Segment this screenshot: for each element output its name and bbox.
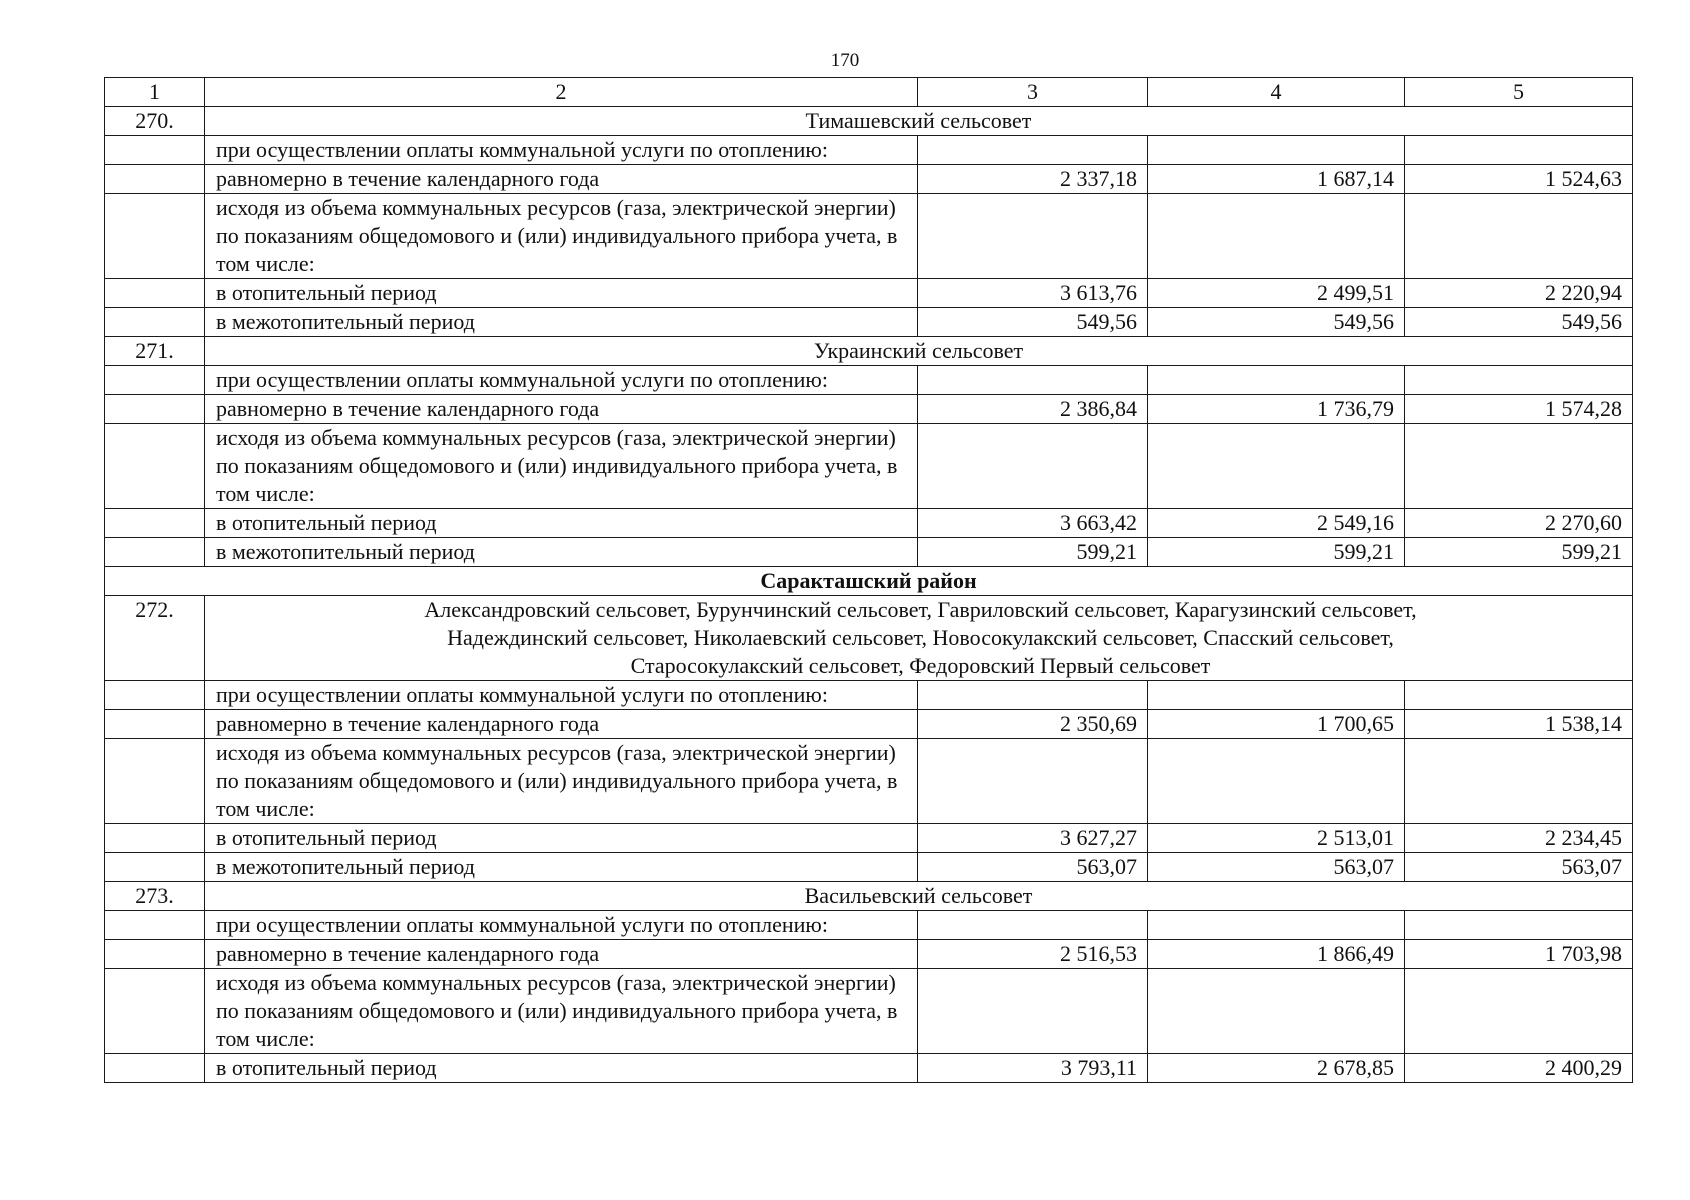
settlement-names (205, 596, 1633, 681)
page-number: 170 (830, 50, 860, 71)
by-meter-label: исходя из объема коммунальных ресурсов (газа, электрической энергии) по показаниям общедомового и (или) индивидуального прибора учета, в том числе: (205, 424, 918, 509)
header-cell-1: 1 (105, 78, 205, 107)
value-cell: 3 793,11 (918, 1054, 1148, 1083)
table-row (105, 911, 1633, 940)
value-cell: 2 549,16 (1148, 509, 1405, 538)
header-cell-5: 5 (1405, 78, 1633, 107)
value-cell: 2 220,94 (1405, 279, 1633, 308)
settlement-name: Васильевский сельсовет (205, 882, 1633, 911)
value-cell: 563,07 (918, 853, 1148, 882)
uniform-label: равномерно в течение календарного года (205, 165, 918, 194)
header-row (105, 78, 1633, 107)
value-cell: 2 499,51 (1148, 279, 1405, 308)
district-name: Саракташский район (105, 567, 1633, 596)
value-cell: 2 513,01 (1148, 824, 1405, 853)
table-row (105, 710, 1633, 739)
section-title-row (105, 107, 1633, 136)
value-cell: 1 574,28 (1405, 395, 1633, 424)
value-cell: 1 700,65 (1148, 710, 1405, 739)
row-index: 272. (105, 596, 205, 681)
header-cell-4: 4 (1148, 78, 1405, 107)
table-row (105, 1054, 1633, 1083)
value-cell: 1 703,98 (1405, 940, 1633, 969)
table-row (105, 853, 1633, 882)
settlement-names-line: Старосокулакский сельсовет, Федоровский Первый сельсовет (630, 653, 1211, 678)
settlement-name: Украинский сельсовет (205, 337, 1633, 366)
off-season-label: в межотопительный период (205, 308, 918, 337)
table-row (105, 509, 1633, 538)
tariff-table (104, 77, 1633, 1083)
value-cell: 563,07 (1405, 853, 1633, 882)
table-row (105, 824, 1633, 853)
table-row (105, 165, 1633, 194)
heating-period-label: в отопительный период (205, 279, 918, 308)
table-row (105, 136, 1633, 165)
table-row (105, 366, 1633, 395)
value-cell: 1 538,14 (1405, 710, 1633, 739)
value-cell: 3 663,42 (918, 509, 1148, 538)
heating-intro-label: при осуществлении оплаты коммунальной услуги по отоплению: (205, 366, 918, 395)
off-season-label: в межотопительный период (205, 538, 918, 567)
settlement-name: Тимашевский сельсовет (205, 107, 1633, 136)
heating-intro-label: при осуществлении оплаты коммунальной услуги по отоплению: (205, 911, 918, 940)
table-row (105, 739, 1633, 824)
table-row (105, 969, 1633, 1054)
by-meter-label: исходя из объема коммунальных ресурсов (газа, электрической энергии) по показаниям общедомового и (или) индивидуального прибора учета, в том числе: (205, 194, 918, 279)
value-cell: 1 866,49 (1148, 940, 1405, 969)
table-row (105, 538, 1633, 567)
section-title-row (105, 882, 1633, 911)
by-meter-label: исходя из объема коммунальных ресурсов (газа, электрической энергии) по показаниям общедомового и (или) индивидуального прибора учета, в том числе: (205, 739, 918, 824)
uniform-label: равномерно в течение календарного года (205, 940, 918, 969)
heating-intro-label: при осуществлении оплаты коммунальной услуги по отоплению: (205, 136, 918, 165)
value-cell: 1 524,63 (1405, 165, 1633, 194)
row-index: 273. (105, 882, 205, 911)
header-cell-2: 2 (205, 78, 918, 107)
heating-period-label: в отопительный период (205, 509, 918, 538)
value-cell: 549,56 (918, 308, 1148, 337)
table-row (105, 424, 1633, 509)
heating-period-label: в отопительный период (205, 1054, 918, 1083)
by-meter-label: исходя из объема коммунальных ресурсов (газа, электрической энергии) по показаниям общедомового и (или) индивидуального прибора учета, в том числе: (205, 969, 918, 1054)
value-cell: 599,21 (1148, 538, 1405, 567)
value-cell: 2 678,85 (1148, 1054, 1405, 1083)
uniform-label: равномерно в течение календарного года (205, 395, 918, 424)
row-index: 270. (105, 107, 205, 136)
section-title-row (105, 596, 1633, 681)
settlement-names-line: Надеждинский сельсовет, Николаевский сельсовет, Новосокулакский сельсовет, Спасский сельсовет, (447, 625, 1394, 650)
uniform-label: равномерно в течение календарного года (205, 710, 918, 739)
value-cell: 3 613,76 (918, 279, 1148, 308)
value-cell: 599,21 (1405, 538, 1633, 567)
table-row (105, 194, 1633, 279)
value-cell: 549,56 (1148, 308, 1405, 337)
heating-intro-label: при осуществлении оплаты коммунальной услуги по отоплению: (205, 681, 918, 710)
table-row (105, 308, 1633, 337)
value-cell: 1 736,79 (1148, 395, 1405, 424)
heating-period-label: в отопительный период (205, 824, 918, 853)
section-title-row (105, 337, 1633, 366)
value-cell: 3 627,27 (918, 824, 1148, 853)
value-cell: 563,07 (1148, 853, 1405, 882)
value-cell: 2 337,18 (918, 165, 1148, 194)
value-cell: 2 234,45 (1405, 824, 1633, 853)
table-row (105, 395, 1633, 424)
header-cell-3: 3 (918, 78, 1148, 107)
value-cell: 599,21 (918, 538, 1148, 567)
table-row (105, 681, 1633, 710)
value-cell: 1 687,14 (1148, 165, 1405, 194)
value-cell: 2 386,84 (918, 395, 1148, 424)
value-cell: 2 270,60 (1405, 509, 1633, 538)
table-row (105, 279, 1633, 308)
row-index: 271. (105, 337, 205, 366)
value-cell: 549,56 (1405, 308, 1633, 337)
district-row (105, 567, 1633, 596)
settlement-names-line: Александровский сельсовет, Бурунчинский сельсовет, Гавриловский сельсовет, Карагузинский сельсовет, (424, 597, 1417, 622)
value-cell: 2 400,29 (1405, 1054, 1633, 1083)
value-cell: 2 516,53 (918, 940, 1148, 969)
table-row (105, 940, 1633, 969)
value-cell: 2 350,69 (918, 710, 1148, 739)
off-season-label: в межотопительный период (205, 853, 918, 882)
